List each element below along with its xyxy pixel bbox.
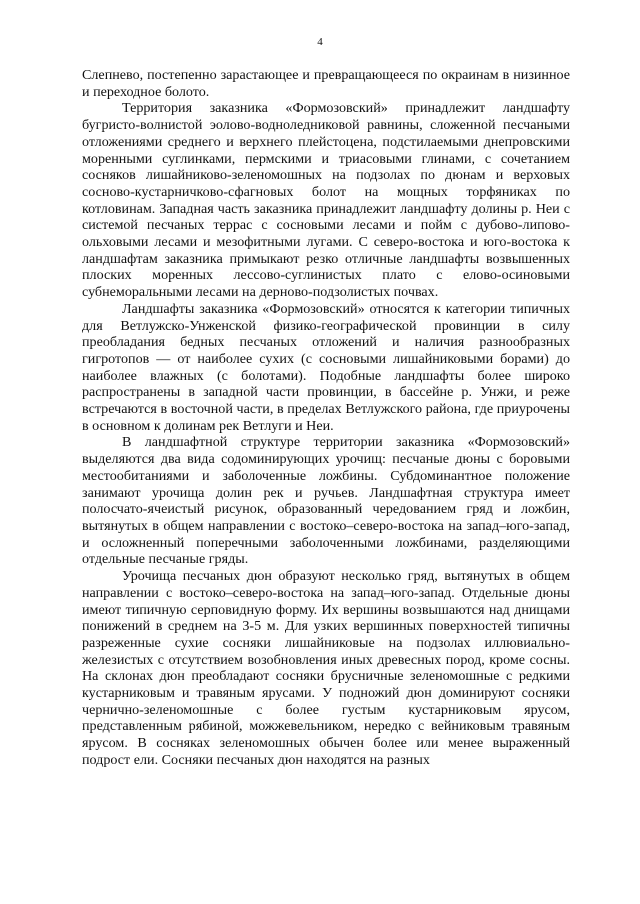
paragraph-sand-dunes: Урочища песчаных дюн образуют несколько гряд, вытянутых в общем направлении с востоко–северо-востока на запад–юго-запад. Отдельные дюны имеют типичную серповидную форму. Их вершины возвышаются над днищами понижений в среднем на 3-5 м. Для узких вершинных поверхностей типичны разреженные сухие сосняки лишайниковые на подзолах иллювиально-железистых с отсутствием возобновления иных древесных пород, кроме сосны. На склонах дюн преобладают сосняки брусничные зеленомошные с редкими кустарниковым и травяным ярусами. У подножий дюн доминируют сосняки чернично-зеленомошные с более густым кустарниковым ярусом, представленным рябиной, можжевельником, нередко с вейниковым травяным ярусом. В сосняках зеленомошных обычен более или менее выраженный подрост ели. Сосняки песчаных дюн находятся на разных xyxy=(82,568,570,768)
page-number: 4 xyxy=(317,36,323,48)
body-text xyxy=(82,67,570,769)
paragraph-landscape-category: Ландшафты заказника «Формозовский» относятся к категории типичных для Ветлужско-Унженской физико-географической провинции в силу преобладания бедных песчаных отложений и наличия разнообразных гигротопов — от наиболее сухих (с сосновыми лишайниковыми борами) до наиболее влажных (с болотами). Подобные ландшафты более широко распространены в западной части провинции, в бассейне р. Унжи, и реже встречаются в восточной части, в пределах Ветлужского района, где приурочены в основном к долинам рек Ветлуги и Неи. xyxy=(82,300,570,434)
paragraph-landscape-structure: В ландшафтной структуре территории заказника «Формозовский» выделяются два вида содоминирующих урочищ: песчаные дюны с боровыми местообитаниями и заболоченные ложбины. Субдоминантное положение занимают урочища долин рек и ручьев. Ландшафтная структура имеет полосчато-ячеистый рисунок, образованный чередованием гряд и ложбин, вытянутых в общем направлении с востоко–северо-востока на запад–юго-запад, и осложненный поперечными заболоченными ложбинами, разделяющими отдельные песчаные гряды. xyxy=(82,434,570,568)
paragraph-continuation: Слепнево, постепенно зарастающее и превращающееся по окраинам в низинное и переходное болото. xyxy=(82,67,570,100)
paragraph-landscape-territory: Территория заказника «Формозовский» принадлежит ландшафту бугристо-волнистой эолово-водноледниковой равнины, сложенной песчаными отложениями среднего и верхнего плейстоцена, подстилаемыми днепровскими моренными суглинками, пермскими и триасовыми глинами, с сочетанием сосняков лишайниково-зеленомошных на подзолах по дюнам и верховых сосново-кустарничково-сфагновых болот на мощных торфяниках по котловинам. Западная часть заказника принадлежит ландшафту долины р. Неи с системой песчаных террас с сосновыми лесами и пойм с дубово-липово-ольховыми лесами и мезофитными лугами. С северо-востока и юго-востока к ландшафтам заказника примыкают резко отличные ландшафты возвышенных плоских моренных лессово-суглинистых плато с елово-осиновыми субнеморальными лесами на дерново-подзолистых почвах. xyxy=(82,100,570,301)
